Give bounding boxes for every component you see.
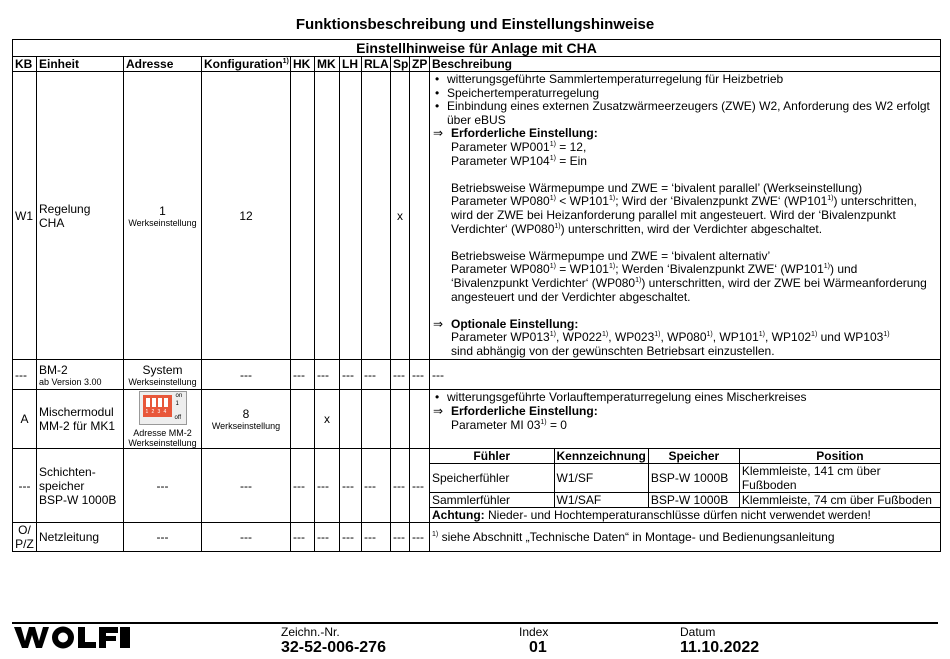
- list-item: • witterungsgeführte Vorlauftemperaturregelung eines Mischerkreises: [433, 391, 937, 405]
- zeichn-number: 32-52-006-276: [281, 639, 386, 656]
- table-header-row: [13, 57, 941, 72]
- datum-label: Datum: [680, 625, 716, 639]
- cell-konfiguration: 8 Werkseinstellung: [202, 390, 291, 449]
- index-label: Index: [519, 625, 549, 639]
- sensor-table: Fühler Kennzeichnung Speicher Position Speicherfühler W1/SF BSP-W 1000B Klemmleiste, 141 cm über Fußboden Sammlerfühler W1/SAF BSP-W 1000B Klemmleiste, 74 cm über Fußboden Achtung: Nieder- und Hochtemperaturanschlüsse dürfen nicht verwendet werden!: [430, 449, 940, 522]
- optional-setting-title: ⇒ Optionale Einstellung:: [433, 318, 937, 332]
- header-konfiguration: Konfiguration$^{1)}$: [202, 57, 291, 72]
- header-beschreibung: Beschreibung: [430, 57, 941, 72]
- table-row: Sammlerfühler W1/SAF BSP-W 1000B Klemmleiste, 74 cm über Fußboden: [430, 493, 940, 508]
- header-rla: RLA: [362, 57, 391, 72]
- cell-sp: x: [391, 72, 410, 360]
- header-zp: ZP: [410, 57, 430, 72]
- dip-switch-image: 1 2 3 4 on 1 off: [139, 391, 187, 425]
- table-row: [13, 72, 941, 360]
- page-title: Funktionsbeschreibung und Einstellungshinweise: [295, 16, 655, 33]
- cell-einheit: BM-2 ab Version 3.00: [37, 360, 124, 390]
- header-mk: MK: [315, 57, 340, 72]
- table-row: --- Schichten- speicher BSP-W 1000B --- --- --- --- --- --- --- --- Fühler Kennzeichnung Speicher Position Speicherfühler W1/SF BSP-W 1000B Klemmleiste, 141 cm über Fußboden Sammlerfühler W1/SAF BSP-W 1000B Klemmleiste, 74 cm über Fußboden Achtung: Nieder- und Hochtemperaturanschlüsse dürfen nicht verwendet werden!: [13, 449, 941, 523]
- datum-value: 11.10.2022: [680, 639, 760, 656]
- header-adresse: Adresse: [124, 57, 202, 72]
- header-hk: HK: [291, 57, 315, 72]
- zeichn-label: Zeichn.-Nr.: [281, 625, 340, 639]
- list-item: • Einbindung eines externen Zusatzwärmeerzeugers (ZWE) W2, Anforderung des W2 erfolgt über eBUS: [433, 100, 937, 127]
- index-value: 01: [529, 639, 547, 656]
- cell-konfiguration: 12: [202, 72, 291, 360]
- header-sp: Sp: [391, 57, 410, 72]
- footer-divider: [12, 622, 938, 624]
- cell-einheit: Regelung CHA: [37, 72, 124, 360]
- cell-einheit: Netzleitung: [37, 523, 124, 552]
- settings-table: [12, 39, 941, 552]
- footnote: $^{1)}$ siehe Abschnitt „Technische Daten“ in Montage- und Bedienungsanleitung: [430, 523, 941, 552]
- cell-adresse: 1 Werkseinstellung: [124, 72, 202, 360]
- cell-adresse: System Werkseinstellung: [124, 360, 202, 390]
- header-einheit: Einheit: [37, 57, 124, 72]
- header-lh: LH: [340, 57, 362, 72]
- cell-kb: W1: [13, 72, 37, 360]
- cell-adresse: 1 2 3 4 on 1 off Adresse MM-2 Werkseinstellung: [124, 390, 202, 449]
- table-row: --- BM-2 ab Version 3.00 System Werkseinstellung --- --- --- --- --- --- --- ---: [13, 360, 941, 390]
- required-setting-title: ⇒ Erforderliche Einstellung:: [433, 127, 937, 141]
- list-item: • witterungsgeführte Sammlertemperaturregelung für Heizbetrieb: [433, 73, 937, 87]
- cell-beschreibung: • witterungsgeführte Vorlauftemperaturregelung eines Mischerkreises ⇒ Erforderliche Einstellung: Parameter MI $03^{1)} = 0$: [430, 390, 941, 449]
- cell-beschreibung: [430, 449, 941, 523]
- table-row: Speicherfühler W1/SF BSP-W 1000B Klemmleiste, 141 cm über Fußboden: [430, 464, 940, 493]
- wolf-logo: [14, 625, 130, 650]
- cell-einheit: Schichten- speicher BSP-W 1000B: [37, 449, 124, 523]
- table-row: O/ P/Z Netzleitung --- --- --- --- --- --- --- --- $^{1)}$ siehe Abschnitt „Technische Daten“ in Montage- und Bedienungsanleitung: [13, 523, 941, 552]
- table-banner: Einstellhinweise für Anlage mit CHA: [13, 40, 941, 57]
- header-kb: KB: [13, 57, 37, 72]
- list-item: • Speichertemperaturregelung: [433, 87, 937, 101]
- cell-einheit: Mischermodul MM-2 für MK1: [37, 390, 124, 449]
- warning-text: Achtung: Nieder- und Hochtemperaturanschlüsse dürfen nicht verwendet werden!: [430, 508, 940, 523]
- cell-beschreibung: • witterungsgeführte Sammlertemperaturregelung für Heizbetrieb • Speichertemperaturregelung • Einbindung eines externen Zusatzwärmeerzeugers (ZWE) W2, Anforderung des W2 erfolgt über eBUS ⇒ Erforderliche Einstellung: Parameter $WP001^{1)} = 12$, Parameter $WP104^{1)}$ = Ein Betriebsweise Wärmepumpe und ZWE = ‘bivalent parallel’ (Werkseinstellung) Parameter $WP080^{1)} < WP101^{1)}$; Wird der ‘Bivalenzpunkt ZWE‘ (WP101$^{1)}$) unterschritten, wird der ZWE bei Heizanforderung parallel mit angesteuert. Wird der ‘Bivalenzpunkt Verdichter‘ (WP080$^{1)}$) unterschritten, wird der Verdichter abgeschaltet. Betriebsweise Wärmepumpe und ZWE = ‘bivalent alternativ’ Parameter $WP080^{1)} = WP101^{1)}$; Werden ‘Bivalenzpunkt ZWE‘ (WP101$^{1)}$) und ‘Bivalenzpunkt Verdichter‘ (WP080$^{1)}$) unterschritten, wird der ZWE bei Wärmeanforderung angesteuert und der Verdichter abgeschaltet. ⇒ Optionale Einstellung: Parameter WP013$^{1)}$, WP022$^{1)}$, WP023$^{1)}$, WP080$^{1)}$, WP101$^{1)}$, WP102$^{1)}$ und WP103$^{1)}$ sind abhängig von der gewünschten Betriebsart einzustellen.: [430, 72, 941, 360]
- table-row: A Mischermodul MM-2 für MK1 1 2 3 4 on 1 off Adresse MM-2 Werkseinstellung 8 Werkseinstellung x • witterungsgeführte Vorlauftemperaturregelung eines Mischerkreises ⇒ Erforderliche Einstellung: Parameter MI $03^{1)} = 0$: [13, 390, 941, 449]
